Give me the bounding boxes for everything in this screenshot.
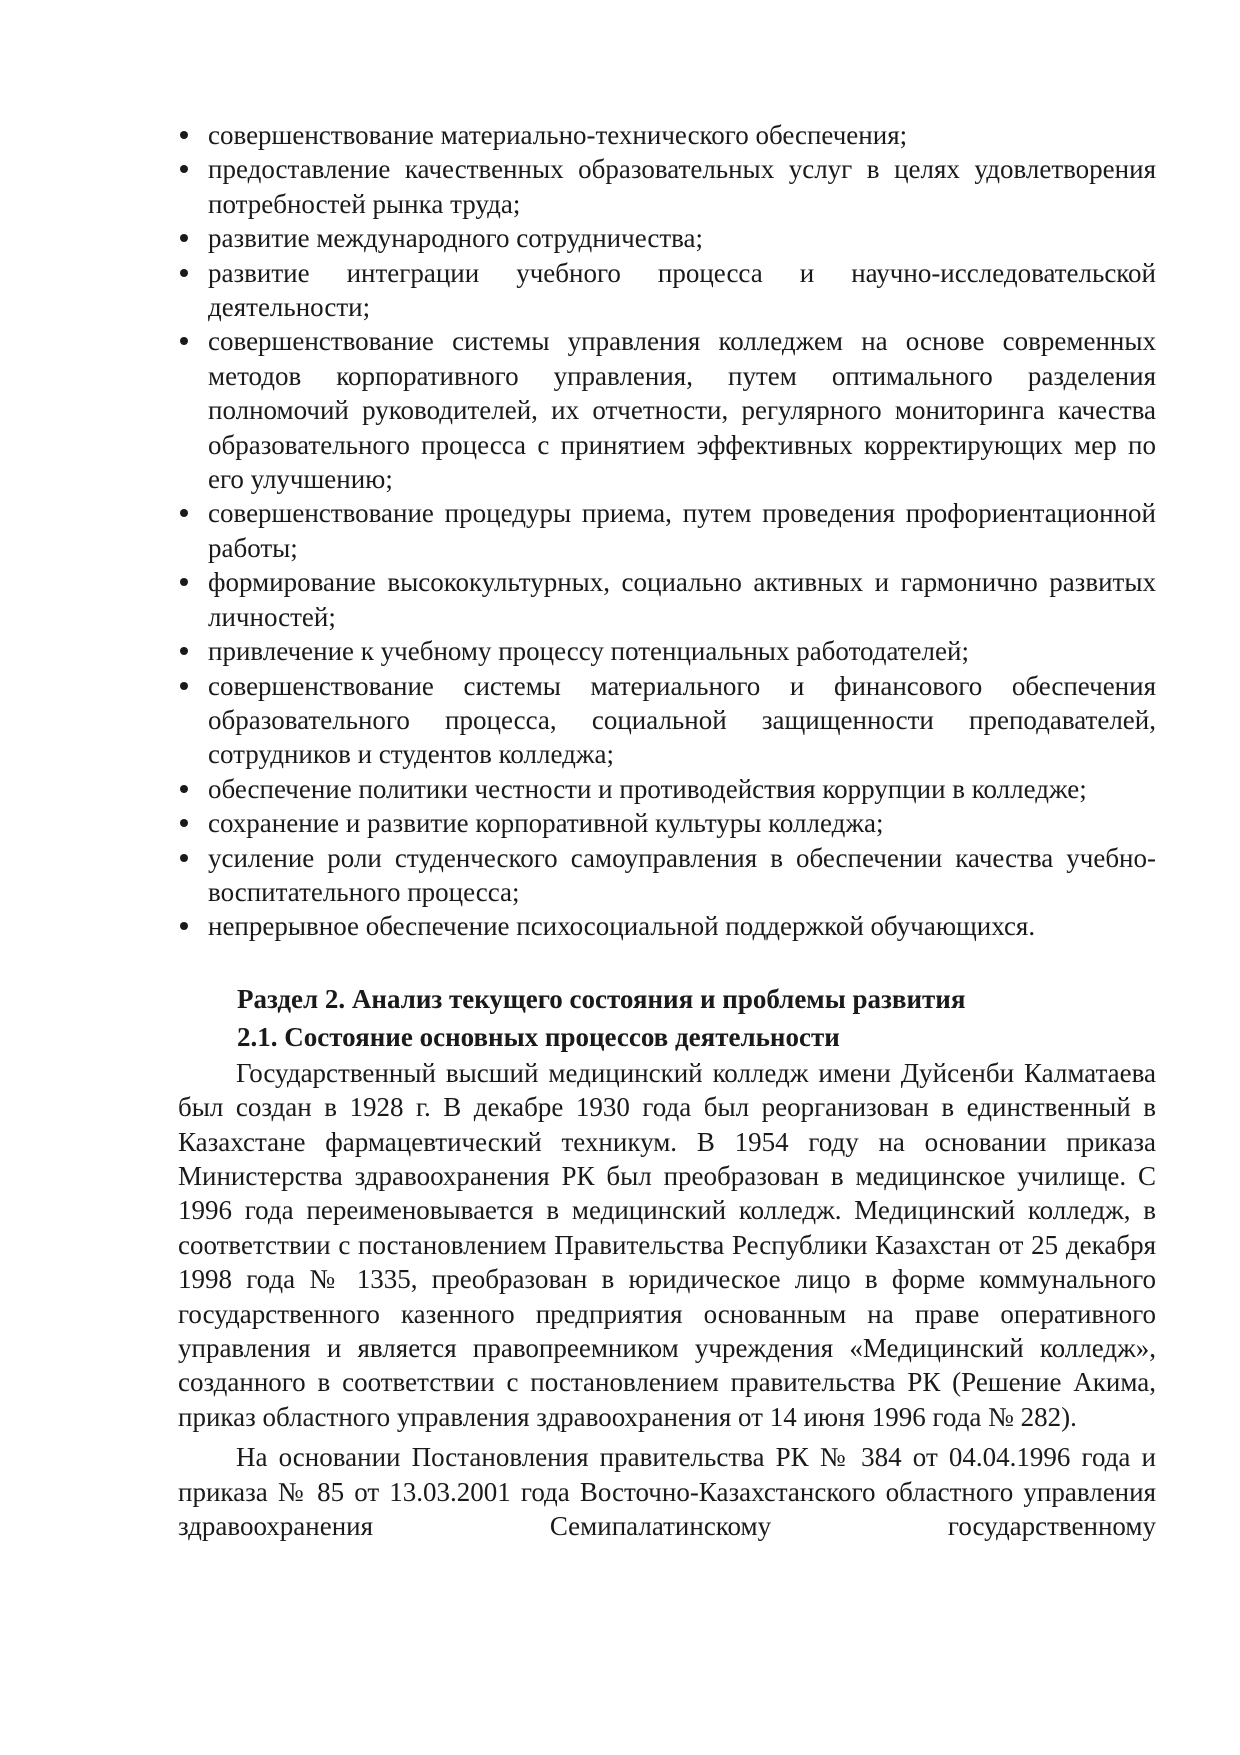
bullet-item: совершенствование процедуры приема, путем проведения профориентационной работы; xyxy=(178,496,1156,565)
body-paragraph: Государственный высший медицинский колледж имени Дуйсенби Калматаева был создан в 1928 г. В декабре 1930 года был реорганизован в единственный в Казахстане фармацевтический техникум. В 1954 году на основании приказа Министерства здравоохранения РК был преобразован в медицинское училище. С 1996 года переименовывается в медицинский колледж. Медицинский колледж, в соответствии с постановлением Правительства Республики Казахстан от 25 декабря 1998 года № 1335, преобразован в юридическое лицо в форме коммунального государственного казенного предприятия основанным на праве оперативного управления и является правопреемником учреждения «Медицинский колледж», созданного в соответствии с постановлением правительства РК (Решение Акима, приказ областного управления здравоохранения от 14 июня 1996 года № 282). xyxy=(178,1057,1156,1432)
bullet-item: развитие международного сотрудничества; xyxy=(178,221,1156,255)
goals-bullet-list xyxy=(178,118,1156,944)
document-page xyxy=(178,118,1156,1543)
subsection-heading: 2.1. Состояние основных процессов деятельности xyxy=(237,1021,840,1052)
bullet-item: привлечение к учебному процессу потенциальных работодателей; xyxy=(178,634,1156,668)
bullet-item: обеспечение политики честности и противодействия коррупции в колледже; xyxy=(178,772,1156,806)
bullet-item: усиление роли студенческого самоуправления в обеспечении качества учебно-воспитательного процесса; xyxy=(178,841,1156,910)
bullet-item: сохранение и развитие корпоративной культуры колледжа; xyxy=(178,806,1156,840)
bullet-item: совершенствование системы материального и финансового обеспечения образовательного процесса, социальной защищенности преподавателей, сотрудников и студентов колледжа; xyxy=(178,669,1156,772)
bullet-item: совершенствование системы управления колледжем на основе современных методов корпоративного управления, путем оптимального разделения полномочий руководителей, их отчетности, регулярного мониторинга качества образовательного процесса с принятием эффективных корректирующих мер по его улучшению; xyxy=(178,324,1156,496)
bullet-item: совершенствование материально-технического обеспечения; xyxy=(178,118,1156,152)
bullet-item: непрерывное обеспечение психосоциальной поддержкой обучающихся. xyxy=(178,909,1156,943)
bullet-item: развитие интеграции учебного процесса и научно-исследовательской деятельности; xyxy=(178,256,1156,325)
bullet-item: формирование высококультурных, социально активных и гармонично развитых личностей; xyxy=(178,565,1156,634)
bullet-item: предоставление качественных образовательных услуг в целях удовлетворения потребностей рынка труда; xyxy=(178,152,1156,221)
body-paragraph: На основании Постановления правительства РК № 384 от 04.04.1996 года и приказа № 85 от 13.03.2001 года Восточно-Казахстанского областного управления здравоохранения Семипалатинскому государственному xyxy=(178,1442,1156,1542)
section-heading: Раздел 2. Анализ текущего состояния и проблемы развития xyxy=(237,983,966,1014)
